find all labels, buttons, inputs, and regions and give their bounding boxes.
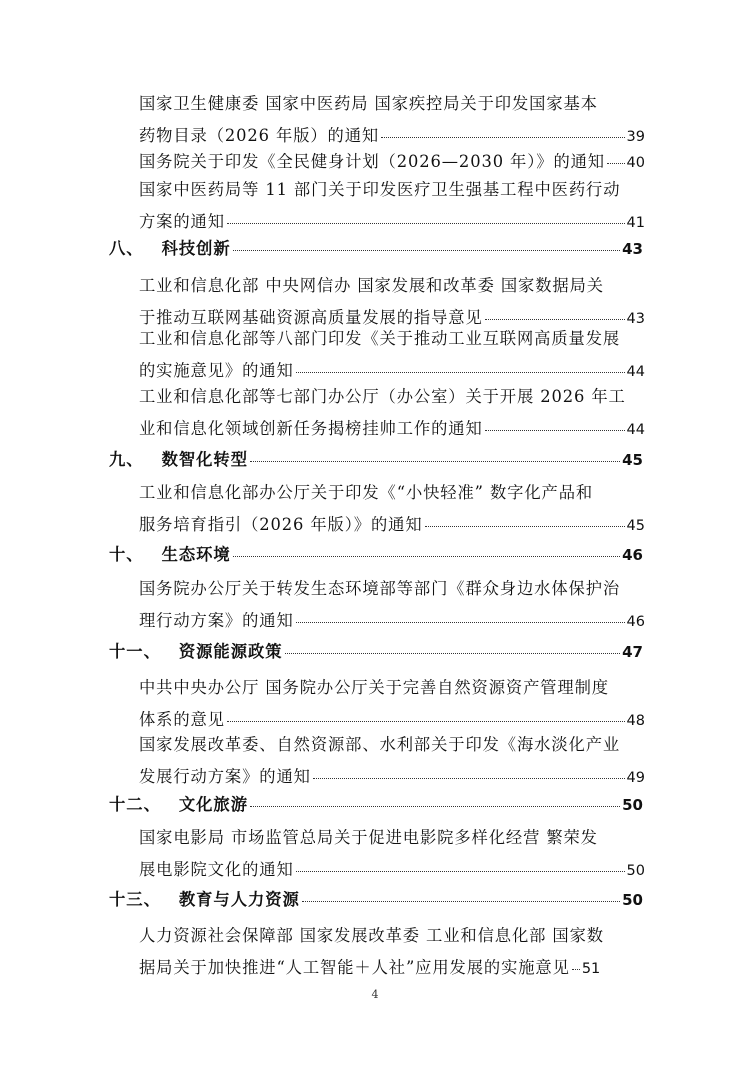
toc-entry[interactable] bbox=[139, 323, 645, 388]
toc-section-heading[interactable] bbox=[109, 539, 643, 572]
toc-entry-title-line: 工业和信息化部办公厅关于印发《“小快轻准” 数字化产品和 bbox=[139, 483, 594, 502]
dot-leader bbox=[485, 306, 625, 322]
toc-entry-title-line: 于推动互联网基础资源高质量发展的指导意见 bbox=[139, 307, 483, 327]
toc-entry-title-line: 展电影院文化的通知 bbox=[139, 859, 294, 879]
toc-entry-title-line: 业和信息化领域创新任务揭榜挂帅工作的通知 bbox=[139, 418, 483, 438]
dot-leader bbox=[227, 708, 625, 724]
dot-leader bbox=[296, 609, 625, 625]
toc-entry-title-line: 药物目录（2026 年版）的通知 bbox=[139, 125, 380, 145]
toc-section-heading[interactable] bbox=[109, 233, 643, 266]
page-footer-number: 4 bbox=[371, 988, 379, 1001]
section-title: 生态环境 bbox=[161, 545, 231, 564]
toc-entry-title-line: 工业和信息化部等七部门办公厅（办公室）关于开展 2026 年工 bbox=[139, 387, 626, 406]
toc-entry-title-line: 国务院关于印发《全民健身计划（2026—2030 年）》的通知 bbox=[139, 152, 605, 171]
toc-entry-title-line: 服务培育指引（2026 年版）》的通知 bbox=[139, 514, 423, 534]
toc-entry[interactable] bbox=[139, 477, 645, 542]
dot-leader bbox=[250, 449, 620, 465]
toc-entry-title-line: 国家中医药局等 11 部门关于印发医疗卫生强基工程中医药行动 bbox=[139, 180, 621, 199]
toc-entry-title-line: 体系的意见 bbox=[139, 709, 225, 729]
dot-leader bbox=[302, 889, 620, 905]
toc-entry-title-line: 中共中央办公厅 国务院办公厅关于完善自然资源资产管理制度 bbox=[139, 678, 609, 697]
toc-entry[interactable] bbox=[139, 381, 645, 446]
section-number: 十三、 bbox=[109, 890, 161, 909]
dot-leader bbox=[572, 956, 580, 972]
toc-section-heading[interactable] bbox=[109, 789, 643, 822]
toc-entry-title-line: 人力资源社会保障部 国家发展改革委 工业和信息化部 国家数 bbox=[139, 926, 604, 945]
toc-entry[interactable] bbox=[139, 573, 645, 638]
toc-page-number: 47 bbox=[622, 643, 643, 661]
toc-entry-title-line: 国家电影局 市场监管总局关于促进电影院多样化经营 繁荣发 bbox=[139, 828, 598, 847]
section-title: 数智化转型 bbox=[161, 450, 248, 469]
dot-leader bbox=[485, 417, 625, 433]
toc-entry[interactable] bbox=[139, 729, 645, 794]
toc-page-number: 43 bbox=[626, 310, 645, 327]
dot-leader bbox=[425, 513, 625, 529]
toc-page-number: 43 bbox=[622, 240, 643, 258]
section-number: 九、 bbox=[109, 450, 144, 469]
toc-page-number: 41 bbox=[626, 214, 645, 231]
section-title: 教育与人力资源 bbox=[178, 890, 300, 909]
toc-entry[interactable] bbox=[139, 672, 645, 737]
toc-page-number: 51 bbox=[581, 960, 601, 977]
section-title: 文化旅游 bbox=[178, 795, 248, 814]
section-title: 资源能源政策 bbox=[178, 642, 283, 661]
toc-page-number: 44 bbox=[626, 421, 645, 438]
dot-leader bbox=[296, 359, 625, 375]
toc-page-number: 39 bbox=[626, 128, 645, 145]
toc-entry-title-line: 国家卫生健康委 国家中医药局 国家疾控局关于印发国家基本 bbox=[139, 94, 598, 113]
toc-entry-title-line: 工业和信息化部 中央网信办 国家发展和改革委 国家数据局关 bbox=[139, 276, 604, 295]
dot-leader bbox=[607, 151, 625, 167]
toc-section-heading[interactable] bbox=[109, 636, 643, 669]
section-title: 科技创新 bbox=[161, 239, 231, 258]
dot-leader bbox=[296, 858, 625, 874]
toc-entry-title-line: 工业和信息化部等八部门印发《关于推动工业互联网高质量发展 bbox=[139, 329, 621, 348]
toc-entry[interactable] bbox=[139, 920, 645, 985]
toc-entry-title-line: 理行动方案》的通知 bbox=[139, 610, 294, 630]
toc-entry-title-line: 据局关于加快推进“人工智能＋人社”应用发展的实施意见 bbox=[139, 957, 570, 977]
toc-page-number: 48 bbox=[626, 712, 645, 729]
dot-leader bbox=[233, 544, 620, 560]
section-number: 十二、 bbox=[109, 795, 161, 814]
toc-entry-title-line: 国家发展改革委、自然资源部、水利部关于印发《海水淡化产业 bbox=[139, 735, 621, 754]
toc-page-number: 45 bbox=[622, 451, 643, 469]
toc-page-number: 50 bbox=[622, 796, 643, 814]
dot-leader bbox=[381, 124, 624, 140]
section-number: 十一、 bbox=[109, 642, 161, 661]
toc-section-heading[interactable] bbox=[109, 884, 643, 917]
toc-page-number: 46 bbox=[622, 546, 643, 564]
toc-page-number: 50 bbox=[622, 891, 643, 909]
toc-page-number: 45 bbox=[626, 517, 645, 534]
toc-section-heading[interactable] bbox=[109, 444, 643, 477]
toc-entry-title-line: 发展行动方案》的通知 bbox=[139, 766, 311, 786]
toc-entry-title-line: 方案的通知 bbox=[139, 211, 225, 231]
dot-leader bbox=[233, 238, 620, 254]
toc-entry[interactable] bbox=[139, 174, 645, 239]
toc-page-number: 49 bbox=[626, 769, 645, 786]
dot-leader bbox=[250, 794, 620, 810]
toc-entry-title-line: 的实施意见》的通知 bbox=[139, 360, 294, 380]
section-number: 八、 bbox=[109, 239, 144, 258]
toc-page-number: 46 bbox=[626, 613, 645, 630]
toc-entry[interactable] bbox=[139, 822, 645, 887]
toc-page-number: 50 bbox=[626, 862, 645, 879]
toc-entry[interactable] bbox=[139, 88, 645, 153]
dot-leader bbox=[227, 210, 625, 226]
toc-page-number: 44 bbox=[626, 363, 645, 380]
dot-leader bbox=[313, 765, 625, 781]
toc-entry-title-line: 国务院办公厅关于转发生态环境部等部门《群众身边水体保护治 bbox=[139, 579, 621, 598]
section-number: 十、 bbox=[109, 545, 144, 564]
toc-page-number: 40 bbox=[626, 155, 645, 171]
dot-leader bbox=[285, 641, 621, 657]
